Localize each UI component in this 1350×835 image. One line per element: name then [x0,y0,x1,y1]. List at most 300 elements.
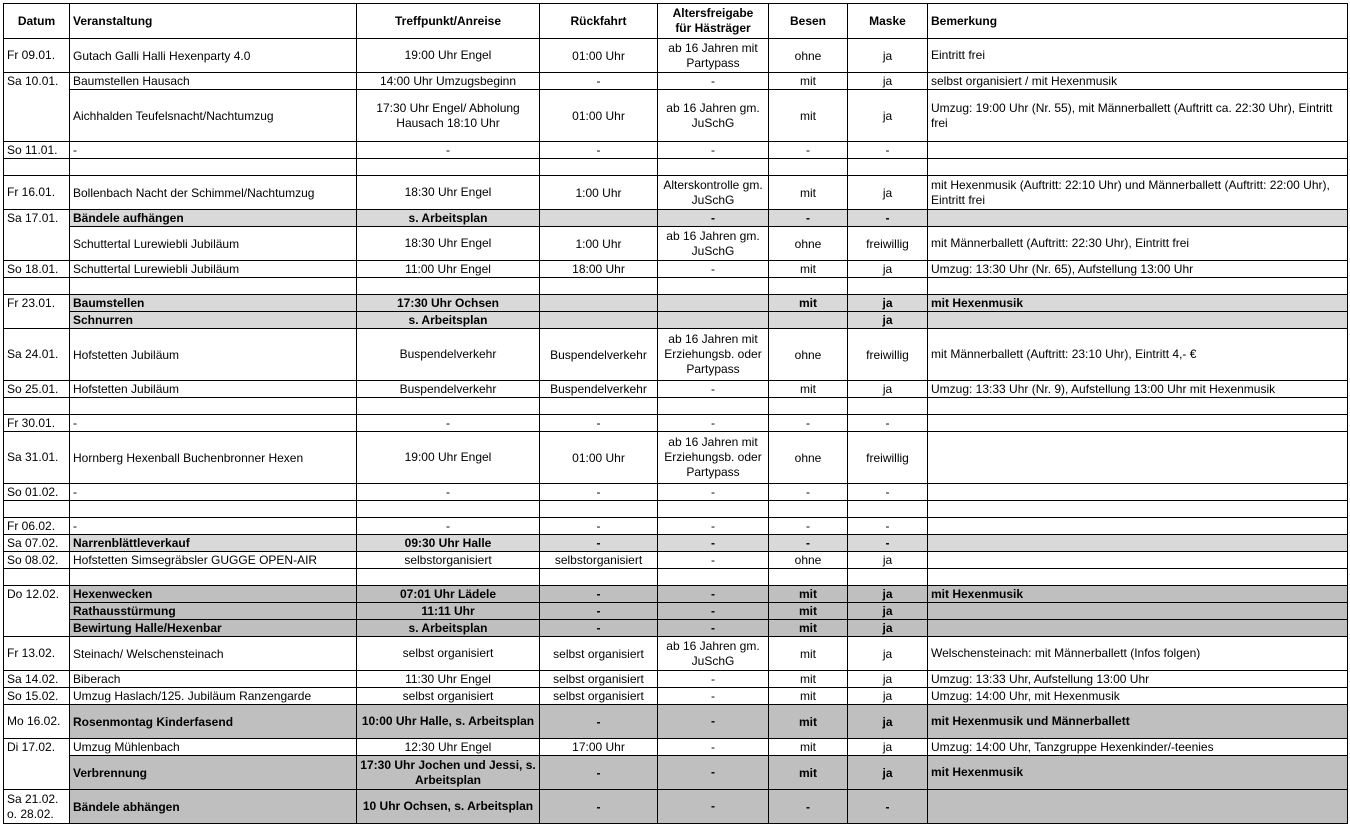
cell-altersfreigabe: - [658,73,769,90]
table-row [4,329,1348,381]
table-row [4,415,1348,432]
cell-treffpunkt: 10:00 Uhr Halle, s. Arbeitsplan [357,705,540,739]
cell-altersfreigabe [658,312,769,329]
table-row [4,484,1348,501]
cell-treffpunkt: selbst organisiert [357,637,540,671]
cell-date [4,312,70,329]
table-row [4,210,1348,227]
cell-bemerkung [928,790,1348,824]
cell-besen: mit [769,586,848,603]
cell-altersfreigabe: - [658,518,769,535]
cell-bemerkung [928,484,1348,501]
cell-besen: mit [769,705,848,739]
cell-bemerkung [928,501,1348,518]
cell-rueckfahrt: - [540,484,658,501]
cell-event: Rosenmontag Kinderfasend [70,705,357,739]
cell-besen: - [769,484,848,501]
table-row [4,90,1348,142]
header-rueckfahrt: Rückfahrt [540,4,658,39]
cell-maske: ja [848,312,928,329]
cell-date: Mo 16.02. [4,705,70,739]
table-row [4,73,1348,90]
header-alter-line1: Altersfreigabe [672,6,754,20]
cell-date: So 11.01. [4,142,70,159]
cell-event: Verbrennung [70,756,357,790]
cell-date [4,227,70,261]
cell-besen: - [769,535,848,552]
cell-bemerkung: mit Hexenmusik [928,295,1348,312]
cell-rueckfahrt [540,295,658,312]
cell-maske: - [848,790,928,824]
cell-altersfreigabe [658,159,769,176]
cell-event: Bändele abhängen [70,790,357,824]
table-row [4,381,1348,398]
cell-bemerkung [928,603,1348,620]
cell-rueckfahrt: 17:00 Uhr [540,739,658,756]
cell-altersfreigabe: Alterskontrolle gm. JuSchG [658,176,769,210]
cell-treffpunkt: 11:30 Uhr Engel [357,671,540,688]
table-row [4,790,1348,824]
table-row [4,227,1348,261]
cell-date [4,756,70,790]
cell-maske: - [848,210,928,227]
cell-bemerkung [928,552,1348,569]
cell-event: Schuttertal Lurewiebli Jubiläum [70,261,357,278]
cell-maske: freiwillig [848,432,928,484]
schedule-table [3,3,1348,824]
header-datum: Datum [4,4,70,39]
cell-maske: - [848,142,928,159]
cell-rueckfahrt: selbstorganisiert [540,552,658,569]
cell-bemerkung: Welschensteinach: mit Männerballett (Infos folgen) [928,637,1348,671]
cell-maske: ja [848,603,928,620]
cell-date: Sa 21.02. o. 28.02. [4,790,70,824]
table-row [4,518,1348,535]
cell-date [4,159,70,176]
cell-treffpunkt: s. Arbeitsplan [357,620,540,637]
cell-event: Steinach/ Welschensteinach [70,637,357,671]
table-row [4,603,1348,620]
cell-bemerkung: selbst organisiert / mit Hexenmusik [928,73,1348,90]
cell-bemerkung [928,535,1348,552]
cell-treffpunkt: 11:00 Uhr Engel [357,261,540,278]
cell-besen: mit [769,620,848,637]
cell-date [4,501,70,518]
table-row [4,312,1348,329]
cell-maske: freiwillig [848,227,928,261]
cell-event: Hofstetten Jubiläum [70,381,357,398]
cell-bemerkung: Umzug: 13:30 Uhr (Nr. 65), Aufstellung 13:00 Uhr [928,261,1348,278]
cell-altersfreigabe: - [658,790,769,824]
cell-treffpunkt: s. Arbeitsplan [357,210,540,227]
cell-treffpunkt: 10 Uhr Ochsen, s. Arbeitsplan [357,790,540,824]
cell-altersfreigabe [658,278,769,295]
cell-treffpunkt: 19:00 Uhr Engel [357,432,540,484]
cell-bemerkung: mit Hexenmusik [928,586,1348,603]
table-row [4,637,1348,671]
cell-date [4,603,70,620]
table-row [4,159,1348,176]
header-besen: Besen [769,4,848,39]
cell-rueckfahrt [540,398,658,415]
cell-besen: - [769,790,848,824]
cell-altersfreigabe: - [658,620,769,637]
header-alter-line2: für Hästräger [675,21,751,35]
cell-altersfreigabe: - [658,705,769,739]
cell-altersfreigabe [658,501,769,518]
table-row [4,398,1348,415]
cell-maske [848,569,928,586]
cell-event: Hofstetten Simsegräbsler GUGGE OPEN-AIR [70,552,357,569]
cell-bemerkung [928,432,1348,484]
cell-maske: ja [848,637,928,671]
table-row [4,261,1348,278]
cell-maske: ja [848,39,928,73]
table-row [4,432,1348,484]
cell-bemerkung: mit Männerballett (Auftritt: 22:30 Uhr), Eintritt frei [928,227,1348,261]
cell-maske: ja [848,261,928,278]
cell-treffpunkt: selbstorganisiert [357,552,540,569]
schedule-sheet [3,3,1348,824]
cell-maske: ja [848,73,928,90]
cell-rueckfahrt [540,210,658,227]
cell-altersfreigabe: - [658,142,769,159]
cell-rueckfahrt: - [540,142,658,159]
table-row [4,535,1348,552]
cell-event: Narrenblättleverkauf [70,535,357,552]
header-bemerkung: Bemerkung [928,4,1348,39]
cell-altersfreigabe: - [658,603,769,620]
table-row [4,278,1348,295]
cell-rueckfahrt: - [540,756,658,790]
cell-maske: - [848,518,928,535]
cell-date: So 01.02. [4,484,70,501]
cell-altersfreigabe: ab 16 Jahren gm. JuSchG [658,90,769,142]
cell-bemerkung [928,569,1348,586]
cell-treffpunkt: s. Arbeitsplan [357,312,540,329]
cell-treffpunkt: 11:11 Uhr [357,603,540,620]
cell-rueckfahrt: 01:00 Uhr [540,432,658,484]
cell-besen: ohne [769,39,848,73]
cell-event: Gutach Galli Halli Hexenparty 4.0 [70,39,357,73]
cell-maske: ja [848,620,928,637]
cell-bemerkung [928,159,1348,176]
cell-altersfreigabe: - [658,756,769,790]
cell-date: Sa 10.01. [4,73,70,90]
cell-treffpunkt: - [357,484,540,501]
cell-bemerkung: Umzug: 14:00 Uhr, Tanzgruppe Hexenkinder/-teenies [928,739,1348,756]
cell-event: Aichhalden Teufelsnacht/Nachtumzug [70,90,357,142]
cell-rueckfahrt: - [540,705,658,739]
cell-maske: ja [848,739,928,756]
cell-maske: ja [848,381,928,398]
header-row [4,4,1348,39]
cell-treffpunkt: 09:30 Uhr Halle [357,535,540,552]
cell-rueckfahrt [540,569,658,586]
cell-treffpunkt [357,569,540,586]
cell-rueckfahrt: - [540,518,658,535]
table-row [4,176,1348,210]
cell-rueckfahrt: 1:00 Uhr [540,176,658,210]
cell-bemerkung: Umzug: 13:33 Uhr, Aufstellung 13:00 Uhr [928,671,1348,688]
cell-date: Di 17.02. [4,739,70,756]
cell-besen: mit [769,176,848,210]
cell-besen: - [769,210,848,227]
cell-besen: mit [769,90,848,142]
cell-altersfreigabe: ab 16 Jahren gm. JuSchG [658,227,769,261]
cell-rueckfahrt: 01:00 Uhr [540,90,658,142]
cell-bemerkung: Umzug: 13:33 Uhr (Nr. 9), Aufstellung 13:00 Uhr mit Hexenmusik [928,381,1348,398]
table-row [4,688,1348,705]
cell-altersfreigabe: - [658,261,769,278]
cell-date: Fr 23.01. [4,295,70,312]
cell-date: Fr 09.01. [4,39,70,73]
cell-event [70,278,357,295]
cell-besen: mit [769,756,848,790]
cell-rueckfahrt: - [540,73,658,90]
cell-altersfreigabe: - [658,671,769,688]
cell-rueckfahrt [540,312,658,329]
cell-altersfreigabe: - [658,739,769,756]
cell-rueckfahrt [540,501,658,518]
cell-treffpunkt: Buspendelverkehr [357,329,540,381]
cell-event: Bändele aufhängen [70,210,357,227]
header-altersfreigabe [658,4,769,39]
cell-maske: - [848,484,928,501]
cell-event: Hornberg Hexenball Buchenbronner Hexen [70,432,357,484]
cell-maske: ja [848,552,928,569]
cell-bemerkung: mit Männerballett (Auftritt: 23:10 Uhr), Eintritt 4,- € [928,329,1348,381]
cell-maske: ja [848,705,928,739]
table-row [4,739,1348,756]
table-row [4,569,1348,586]
cell-bemerkung [928,518,1348,535]
cell-altersfreigabe [658,398,769,415]
cell-bemerkung: mit Hexenmusik und Männerballett [928,705,1348,739]
cell-besen: mit [769,739,848,756]
table-row [4,620,1348,637]
cell-date: Sa 14.02. [4,671,70,688]
cell-rueckfahrt: 01:00 Uhr [540,39,658,73]
cell-rueckfahrt: 18:00 Uhr [540,261,658,278]
cell-bemerkung: Umzug: 14:00 Uhr, mit Hexenmusik [928,688,1348,705]
cell-date: Sa 17.01. [4,210,70,227]
cell-maske: ja [848,688,928,705]
cell-altersfreigabe: - [658,535,769,552]
cell-altersfreigabe [658,295,769,312]
cell-event [70,398,357,415]
cell-bemerkung: mit Hexenmusik (Auftritt: 22:10 Uhr) und Männerballett (Auftritt: 22:00 Uhr), Eintritt frei [928,176,1348,210]
header-veranstaltung: Veranstaltung [70,4,357,39]
cell-event: - [70,484,357,501]
table-row [4,501,1348,518]
cell-event [70,159,357,176]
cell-event: Umzug Haslach/125. Jubiläum Ranzengarde [70,688,357,705]
cell-bemerkung [928,312,1348,329]
cell-date: Fr 30.01. [4,415,70,432]
cell-event: - [70,518,357,535]
cell-treffpunkt: 19:00 Uhr Engel [357,39,540,73]
cell-bemerkung [928,142,1348,159]
cell-maske: freiwillig [848,329,928,381]
cell-treffpunkt: 18:30 Uhr Engel [357,176,540,210]
cell-treffpunkt: Buspendelverkehr [357,381,540,398]
cell-maske: ja [848,586,928,603]
cell-rueckfahrt: - [540,415,658,432]
cell-altersfreigabe: - [658,484,769,501]
cell-rueckfahrt: - [540,603,658,620]
cell-date [4,620,70,637]
cell-besen: mit [769,637,848,671]
cell-maske: ja [848,671,928,688]
cell-event: Bollenbach Nacht der Schimmel/Nachtumzug [70,176,357,210]
table-row [4,705,1348,739]
cell-rueckfahrt: selbst organisiert [540,688,658,705]
cell-rueckfahrt: selbst organisiert [540,671,658,688]
cell-date: So 08.02. [4,552,70,569]
cell-besen: mit [769,295,848,312]
cell-besen: mit [769,261,848,278]
cell-event: Schuttertal Lurewiebli Jubiläum [70,227,357,261]
cell-besen: mit [769,688,848,705]
cell-maske: ja [848,90,928,142]
cell-rueckfahrt: - [540,586,658,603]
cell-maske [848,159,928,176]
table-row [4,756,1348,790]
header-maske: Maske [848,4,928,39]
cell-bemerkung [928,620,1348,637]
cell-date: Sa 07.02. [4,535,70,552]
cell-treffpunkt: 12:30 Uhr Engel [357,739,540,756]
cell-rueckfahrt: selbst organisiert [540,637,658,671]
cell-treffpunkt: - [357,518,540,535]
cell-rueckfahrt [540,278,658,295]
cell-event [70,501,357,518]
cell-besen: mit [769,603,848,620]
cell-maske: ja [848,176,928,210]
cell-treffpunkt: 07:01 Uhr Lädele [357,586,540,603]
table-row [4,671,1348,688]
cell-besen [769,312,848,329]
cell-event: Rathausstürmung [70,603,357,620]
cell-event: Schnurren [70,312,357,329]
cell-maske [848,278,928,295]
cell-besen: ohne [769,432,848,484]
cell-event: - [70,415,357,432]
cell-besen [769,569,848,586]
cell-bemerkung [928,398,1348,415]
cell-date: So 25.01. [4,381,70,398]
cell-besen: ohne [769,329,848,381]
cell-besen: mit [769,73,848,90]
cell-altersfreigabe: - [658,210,769,227]
cell-event: Baumstellen Hausach [70,73,357,90]
cell-treffpunkt: selbst organisiert [357,688,540,705]
cell-date: Fr 06.02. [4,518,70,535]
cell-treffpunkt: - [357,415,540,432]
cell-besen [769,278,848,295]
cell-altersfreigabe: ab 16 Jahren gm. JuSchG [658,637,769,671]
cell-maske [848,398,928,415]
cell-maske [848,501,928,518]
cell-maske: ja [848,295,928,312]
cell-event: Bewirtung Halle/Hexenbar [70,620,357,637]
table-row [4,142,1348,159]
cell-treffpunkt: 17:30 Uhr Ochsen [357,295,540,312]
cell-date [4,569,70,586]
cell-besen [769,159,848,176]
cell-altersfreigabe: - [658,688,769,705]
cell-event: - [70,142,357,159]
cell-date: So 18.01. [4,261,70,278]
cell-rueckfahrt: Buspendelverkehr [540,381,658,398]
cell-besen: - [769,142,848,159]
cell-event: Baumstellen [70,295,357,312]
cell-altersfreigabe: - [658,586,769,603]
cell-treffpunkt: 14:00 Uhr Umzugsbeginn [357,73,540,90]
cell-bemerkung: Eintritt frei [928,39,1348,73]
cell-date: Fr 16.01. [4,176,70,210]
cell-event: Biberach [70,671,357,688]
table-row [4,295,1348,312]
cell-altersfreigabe: ab 16 Jahren mit Erziehungsb. oder Partypass [658,432,769,484]
cell-altersfreigabe: ab 16 Jahren mit Erziehungsb. oder Partypass [658,329,769,381]
cell-bemerkung: mit Hexenmusik [928,756,1348,790]
cell-maske: - [848,535,928,552]
schedule-body [4,39,1348,824]
cell-bemerkung [928,415,1348,432]
table-row [4,586,1348,603]
cell-event [70,569,357,586]
cell-treffpunkt: - [357,142,540,159]
cell-altersfreigabe: ab 16 Jahren mit Partypass [658,39,769,73]
cell-date [4,278,70,295]
cell-event: Hofstetten Jubiläum [70,329,357,381]
cell-rueckfahrt: Buspendelverkehr [540,329,658,381]
cell-altersfreigabe: - [658,381,769,398]
cell-besen: - [769,415,848,432]
cell-bemerkung [928,278,1348,295]
cell-rueckfahrt [540,159,658,176]
cell-bemerkung [928,210,1348,227]
cell-treffpunkt [357,501,540,518]
cell-besen: ohne [769,552,848,569]
cell-treffpunkt: 18:30 Uhr Engel [357,227,540,261]
cell-maske: ja [848,756,928,790]
cell-treffpunkt: 17:30 Uhr Jochen und Jessi, s. Arbeitsplan [357,756,540,790]
cell-besen [769,501,848,518]
cell-rueckfahrt: - [540,535,658,552]
cell-date [4,90,70,142]
table-row [4,39,1348,73]
cell-rueckfahrt: - [540,620,658,637]
cell-event: Umzug Mühlenbach [70,739,357,756]
cell-date: Sa 31.01. [4,432,70,484]
cell-besen: mit [769,381,848,398]
cell-besen: - [769,518,848,535]
cell-altersfreigabe [658,569,769,586]
cell-rueckfahrt: - [540,790,658,824]
cell-treffpunkt [357,159,540,176]
cell-besen: ohne [769,227,848,261]
cell-date: So 15.02. [4,688,70,705]
cell-bemerkung: Umzug: 19:00 Uhr (Nr. 55), mit Männerballett (Auftritt ca. 22:30 Uhr), Eintritt frei [928,90,1348,142]
cell-date: Fr 13.02. [4,637,70,671]
cell-date: Sa 24.01. [4,329,70,381]
cell-altersfreigabe: - [658,415,769,432]
cell-treffpunkt [357,398,540,415]
cell-altersfreigabe: - [658,552,769,569]
